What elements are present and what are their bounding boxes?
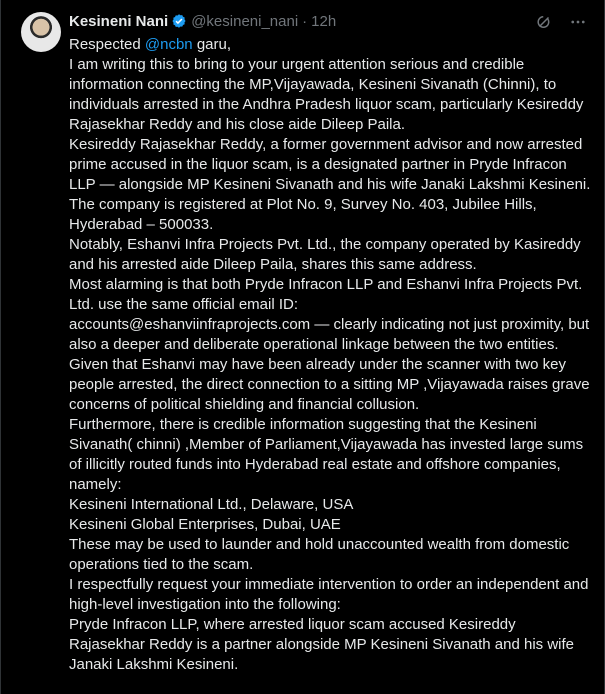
tweet-paragraph: Notably, Eshanvi Infra Projects Pvt. Ltd., the company operated by Kasireddy and his arrested aide Dileep Paila, shares this same address. xyxy=(69,236,581,273)
tweet-paragraph: These may be used to launder and hold unaccounted wealth from domestic operations tied to the scam. xyxy=(69,536,570,573)
tweet-paragraph: Kesineni International Ltd., Delaware, USA xyxy=(69,496,354,513)
author-name[interactable]: Kesineni Nani xyxy=(69,12,169,30)
tweet-paragraph: I respectfully request your immediate intervention to order an independent and high-level investigation into the following: xyxy=(69,576,589,613)
greeting-line xyxy=(69,35,594,55)
avatar[interactable] xyxy=(21,12,61,52)
greeting-prefix: Respected xyxy=(69,36,145,53)
tweet-paragraph: Kesineni Global Enterprises, Dubai, UAE xyxy=(69,516,341,533)
verified-badge-icon xyxy=(171,13,187,29)
tweet-paragraph: Most alarming is that both Pryde Infracon LLP and Eshanvi Infra Projects Pvt. Ltd. use the same official email ID: xyxy=(69,276,583,313)
greeting-suffix: garu, xyxy=(192,36,232,53)
tweet-actions-top xyxy=(534,12,588,32)
tweet-paragraph: I am writing this to bring to your urgent attention serious and credible information connecting the MP,Vijayawada, Kesineni Sivanath (Chinni), to individuals arrested in the Andhra Pradesh liquor scam, particularly Kesireddy Rajasekhar Reddy and his close aide Dileep Paila. xyxy=(69,56,584,133)
tweet-header xyxy=(69,11,336,31)
tweet-paragraph: Pryde Infracon LLP, where arrested liquor scam accused Kesireddy Rajasekhar Reddy is a partner alongside MP Kesineni Sivanath and his wife Janaki Lakshmi Kesineni. xyxy=(69,616,575,673)
header-separator: · xyxy=(302,12,308,30)
mention-link[interactable]: @ncbn xyxy=(144,36,193,53)
more-icon[interactable] xyxy=(568,12,588,32)
tweet-paragraph: Kesireddy Rajasekhar Reddy, a former government advisor and now arrested prime accused in the liquor scam, is a designated partner in Pryde Infracon LLP — alongside MP Kesineni Sivanath and his wife Janaki Lakshmi Kesineni. The company is registered at Plot No. 9, Survey No. 403, Jubilee Hills, Hyderabad – 500033. xyxy=(69,136,591,233)
tweet-timestamp[interactable]: 12h xyxy=(311,12,337,30)
tweet-paragraph: Given that Eshanvi may have been already under the scanner with two key people arrested, the direct connection to a sitting MP ,Vijayawada raises grave concerns of political shielding and financial collusion. xyxy=(69,356,590,413)
grok-icon[interactable] xyxy=(534,12,554,32)
author-handle[interactable]: @kesineni_nani xyxy=(191,12,299,30)
tweet-paragraph: Furthermore, there is credible information suggesting that the Kesineni Sivanath( chinni) ,Member of Parliament,Vijayawada has invested large sums of illicitly routed funds into Hyderabad real estate and offshore companies, namely: xyxy=(69,416,584,493)
tweet-paragraph: accounts@eshanviinfraprojects.com — clearly indicating not just proximity, but also a deeper and deliberate operational linkage between the two entities. xyxy=(69,316,590,353)
tweet-text xyxy=(69,35,594,675)
